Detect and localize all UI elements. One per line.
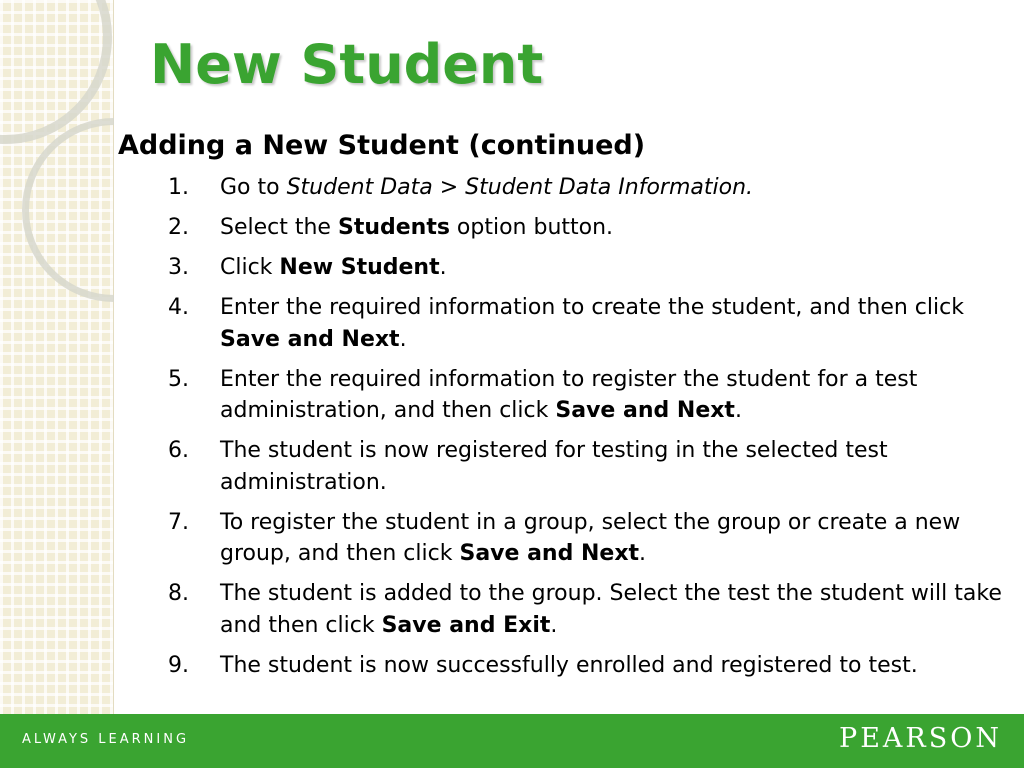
- step-text-bold: Students: [337, 215, 450, 240]
- step-text-segment: .: [639, 541, 647, 566]
- step-text-segment: >: [432, 175, 466, 200]
- step-text-bold: Save and Next: [555, 398, 735, 423]
- step-text-bold: Save and Next: [459, 541, 640, 566]
- step-number: 7.: [168, 509, 189, 535]
- step-item: [168, 507, 1020, 570]
- step-text: [220, 364, 1020, 427]
- step-text-segment: .: [734, 398, 742, 423]
- brand-logo: PEARSON: [839, 723, 1002, 754]
- step-number: 6.: [168, 438, 189, 463]
- step-item: [168, 578, 1020, 641]
- step-item: [168, 212, 1020, 244]
- step-text-italic: Student Data: [286, 175, 433, 200]
- step-text-bold: Save and Exit: [381, 612, 551, 638]
- step-number: 1.: [168, 175, 189, 200]
- step-text-bold: New Student: [279, 255, 440, 280]
- step-text: [220, 578, 1020, 641]
- step-text-italic: Student Data Information.: [465, 175, 754, 200]
- step-number: 2.: [168, 215, 189, 240]
- step-text-segment: The student is now successfully enrolled and registered to test.: [220, 652, 918, 678]
- step-text-segment: Enter the required information to register the student for a test administration, and then click: [220, 366, 918, 423]
- step-text-segment: Click: [220, 255, 280, 280]
- step-number: 3.: [168, 255, 189, 280]
- step-text-segment: .: [439, 255, 447, 280]
- step-item: [168, 435, 1020, 498]
- step-text-segment: The student is added to the group. Select the test the student will take and then click: [220, 581, 1002, 638]
- step-text-segment: Enter the required information to create the student, and then click: [220, 295, 964, 320]
- step-number: 9.: [168, 652, 189, 678]
- step-number: 4.: [168, 295, 189, 320]
- steps-list: [168, 172, 1020, 690]
- footer-tagline: ALWAYS LEARNING: [22, 732, 190, 747]
- step-item: [168, 650, 1020, 682]
- step-text: [220, 292, 1020, 355]
- footer-bar: [0, 714, 1024, 768]
- step-text-segment: .: [399, 326, 407, 352]
- step-text-segment: .: [550, 612, 558, 638]
- step-item: [168, 252, 1020, 284]
- step-item: [168, 292, 1020, 355]
- step-text-segment: To register the student in a group, select the group or create a new group, and then click: [220, 509, 961, 566]
- step-item: [168, 364, 1020, 427]
- step-text: [220, 507, 1020, 570]
- step-text: [220, 252, 1020, 284]
- step-text-bold: Save and Next: [220, 326, 400, 352]
- step-text: [220, 212, 1020, 244]
- step-text-segment: Select the: [220, 215, 338, 240]
- step-number: 8.: [168, 581, 189, 606]
- step-text-segment: Go to: [220, 175, 287, 200]
- step-text: [220, 650, 1020, 682]
- step-text-segment: option button.: [449, 215, 614, 240]
- step-text-segment: The student is now registered for testing in the selected test administration.: [220, 438, 888, 495]
- slide-title: New Student: [150, 33, 544, 96]
- step-text: [220, 172, 1020, 204]
- section-subheading: Adding a New Student (continued): [118, 130, 646, 161]
- step-item: [168, 172, 1020, 204]
- step-number: 5.: [168, 366, 189, 392]
- step-text: [220, 435, 1020, 498]
